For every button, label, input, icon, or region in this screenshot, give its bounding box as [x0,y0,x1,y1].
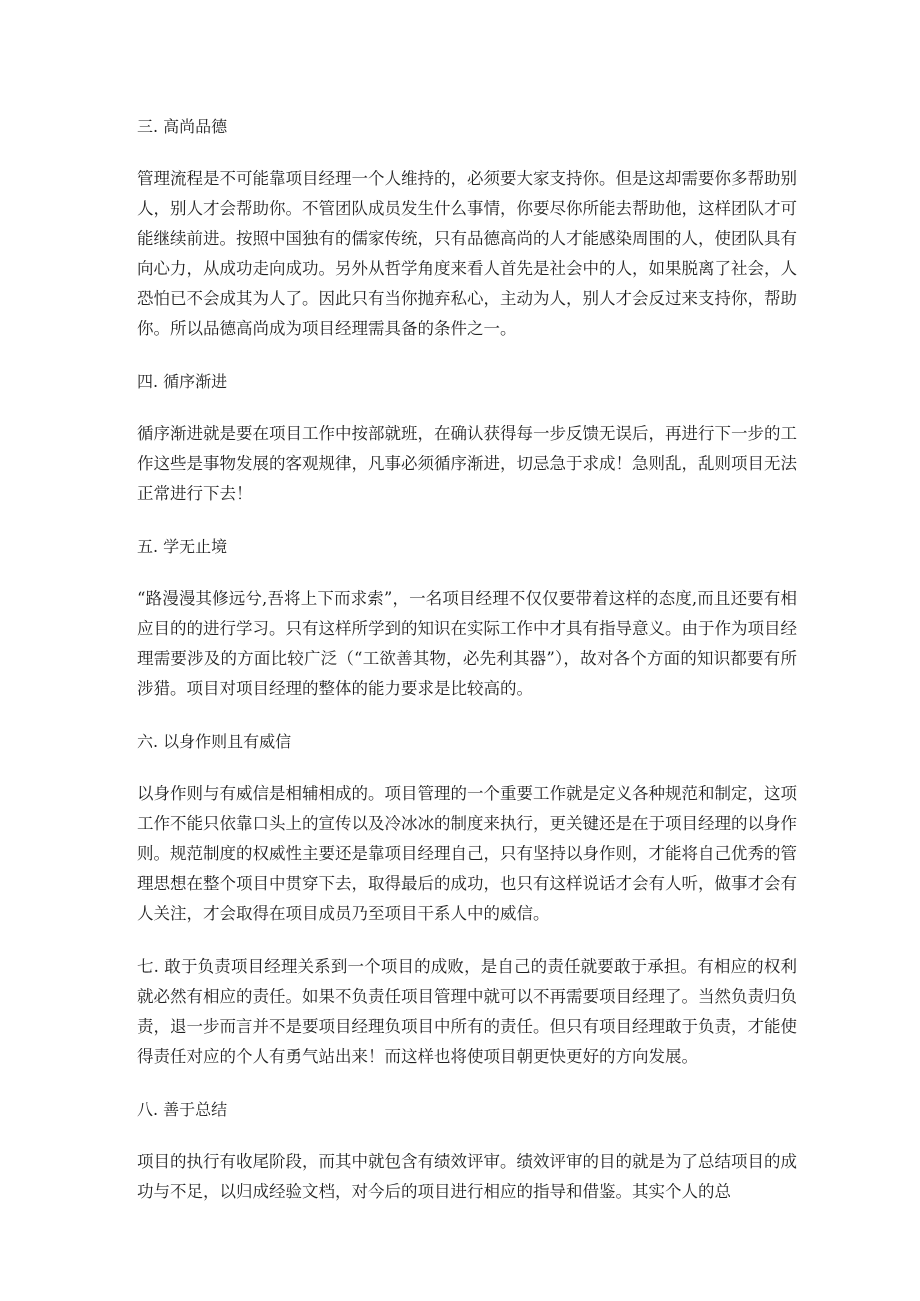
section-paragraph-7: 七. 敢于负责项目经理关系到一个项目的成败，是自己的责任就要敢于承担。有相应的权利就必然有相应的责任。如果不负责任项目管理中就可以不再需要项目经理了。当然负责归负责，退一步而言并不是要项目经理负项目中所有的责任。但只有项目经理敢于负责，才能使得责任对应的个人有勇气站出来！而这样也将使项目朝更快更好的方向发展。 [137,957,797,1066]
section-paragraph-8: 项目的执行有收尾阶段，而其中就包含有绩效评审。绩效评审的目的就是为了总结项目的成功与不足，以归成经验文档，对今后的项目进行相应的指导和借鉴。其实个人的总 [137,1152,797,1201]
section-paragraph-4: 循序渐进就是要在项目工作中按部就班，在确认获得每一步反馈无误后，再进行下一步的工作这些是事物发展的客观规律，凡事必须循序渐进，切忌急于求成！急则乱，乱则项目无法正常进行下去！ [137,424,797,503]
section-paragraph-6: 以身作则与有威信是相辅相成的。项目管理的一个重要工作就是定义各种规范和制定，这项工作不能只依靠口头上的宣传以及冷冰冰的制度来执行，更关键还是在于项目经理的以身作则。规范制度的权威性主要还是靠项目经理自己，只有坚持以身作则，才能将自己优秀的管理思想在整个项目中贯穿下去，取得最后的成功，也只有这样说话才会有人听，做事才会有人关注，才会取得在项目成员乃至项目干系人中的威信。 [137,784,797,923]
section-heading-5: 五. 学无止境 [137,537,228,556]
document-body [137,112,797,1207]
section-heading-4: 四. 循序渐进 [137,372,228,391]
section-paragraph-5: “路漫漫其修远兮,吾将上下而求索”，一名项目经理不仅仅要带着这样的态度,而且还要有相应目的的进行学习。只有这样所学到的知识在实际工作中才具有指导意义。由于作为项目经理需要涉及的方面比较广泛（“工欲善其物，必先利其器”），故对各个方面的知识都要有所涉猎。项目对项目经理的整体的能力要求是比较高的。 [137,589,797,698]
section-heading-6: 六. 以身作则且有威信 [137,732,292,751]
section-heading-3: 三. 高尚品德 [137,117,228,136]
section-paragraph-3: 管理流程是不可能靠项目经理一个人维持的，必须要大家支持你。但是这却需要你多帮助别人，别人才会帮助你。不管团队成员发生什么事情，你要尽你所能去帮助他，这样团队才可能继续前进。按照中国独有的儒家传统，只有品德高尚的人才能感染周围的人，使团队具有向心力，从成功走向成功。另外从哲学角度来看人首先是社会中的人，如果脱离了社会，人恐怕已不会成其为人了。因此只有当你抛弃私心，主动为人，别人才会反过来支持你，帮助你。所以品德高尚成为项目经理需具备的条件之一。 [137,169,797,338]
section-heading-8: 八. 善于总结 [137,1100,228,1119]
